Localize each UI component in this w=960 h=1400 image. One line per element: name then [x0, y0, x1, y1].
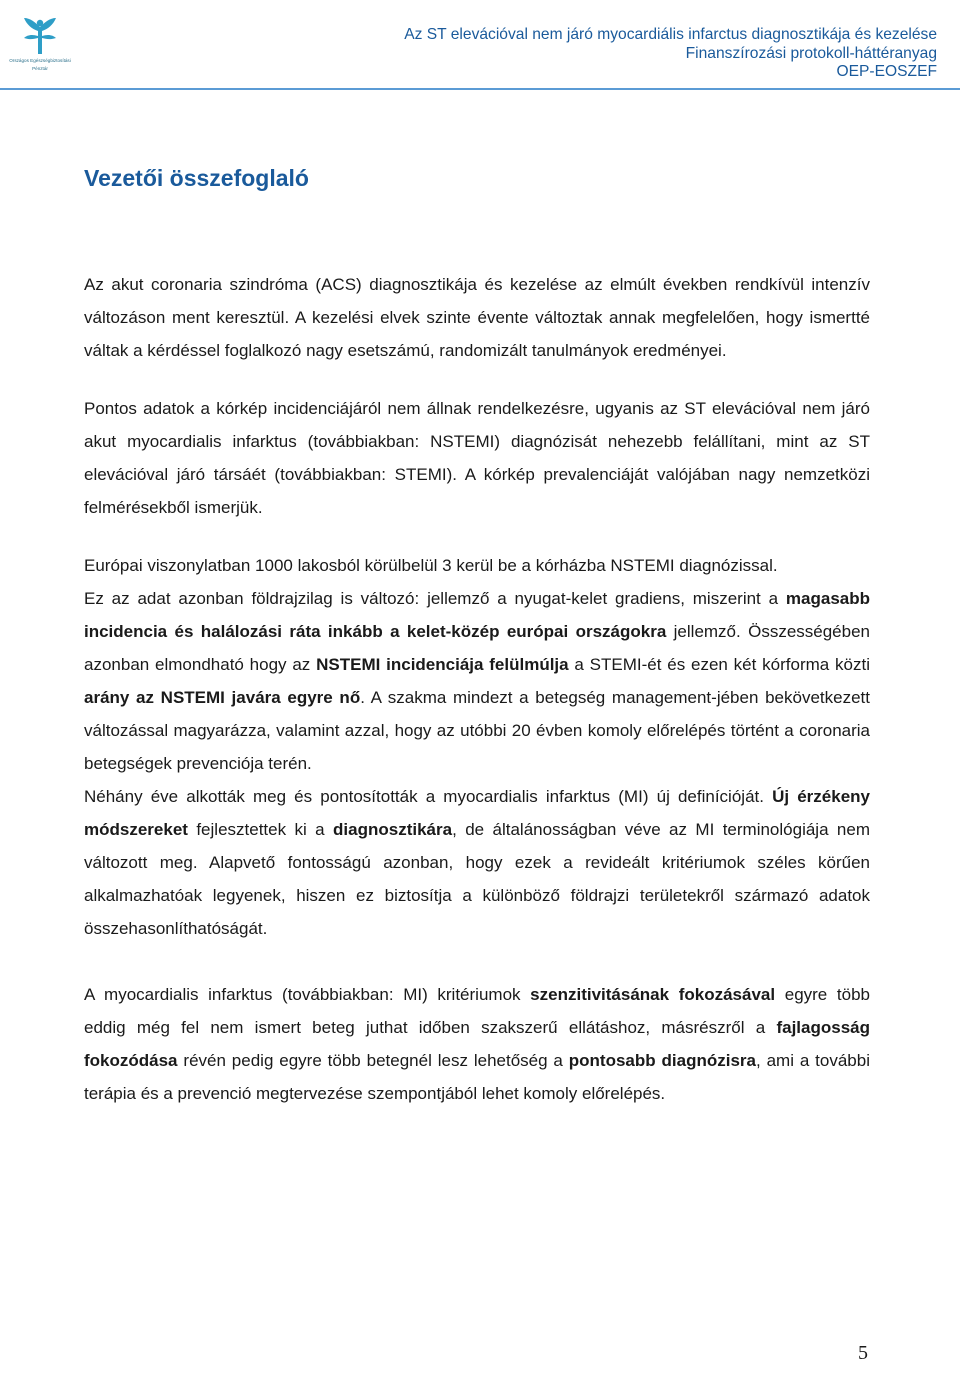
emphasis-text: fajlagosság fokozódása: [84, 1018, 870, 1070]
text-span: Ez az adat azonban földrajzilag is változó: jellemző a nyugat-kelet gradiens, miszerint a: [84, 589, 786, 608]
text-span: a STEMI-ét és ezen két kórforma közti: [568, 655, 870, 674]
emphasis-text: diagnosztikára: [333, 820, 453, 839]
emphasis-text: arány az NSTEMI javára egyre nő: [84, 688, 361, 707]
text-span: , ami a további terápia és a prevenció megtervezése szempontjából lehet komoly előrelépés.: [84, 1051, 870, 1103]
paragraph-incidence: Pontos adatok a kórkép incidenciájáról nem állnak rendelkezésre, ugyanis az ST elevációval nem járó akut myocardialis infarktus (továbbiakban: NSTEMI) diagnózisát nehezebb felállítani, mint az ST elevációval járó társáét (továbbiakban: STEMI). A kórkép prevalenciáját valójában nagy nemzetközi felmérésekből ismerjük.: [84, 399, 870, 517]
header-divider: [0, 88, 960, 90]
paragraph-gradient: [84, 582, 870, 780]
text-span: egyre több eddig még fel nem ismert beteg juthat időben szakszerű ellátáshoz, másrészről a: [84, 985, 870, 1037]
text-span: révén pedig egyre több betegnél lesz lehetőség a: [177, 1051, 569, 1070]
header-document-type: Finanszírozási protokoll-háttéranyag: [685, 44, 937, 62]
section-title: Vezetői összefoglaló: [84, 165, 309, 191]
page-number: 5: [858, 1342, 868, 1364]
paragraph-definition: [84, 780, 870, 945]
emphasis-text: NSTEMI incidenciája felülmúlja: [316, 655, 569, 674]
logo-text-line1: Országos Egészségbiztosítási: [9, 58, 71, 63]
running-header: [404, 26, 937, 82]
text-span: Néhány éve alkották meg és pontosították a myocardialis infarktus (MI) új definícióját.: [84, 787, 773, 806]
paragraph-european-rate: Európai viszonylatban 1000 lakosból körülbelül 3 kerül be a kórházba NSTEMI diagnózissal.: [84, 556, 778, 575]
logo-text-line2: Pénztár: [32, 65, 48, 71]
emphasis-text: szenzitivitásának fokozásával: [530, 985, 776, 1004]
paragraph-intro: Az akut coronaria szindróma (ACS) diagnosztikája és kezelése az elmúlt években rendkívül intenzív változáson ment keresztül. A kezelési elvek szinte évente változtak annak megfelelően, hogy ismertté váltak a kérdéssel foglalkozó nagy esetszámú, randomizált tanulmányok eredményei.: [84, 275, 870, 360]
text-span: A myocardialis infarktus (továbbiakban: MI) kritériumok: [84, 985, 531, 1004]
paragraph-criteria: [84, 978, 870, 1110]
emphasis-text: pontosabb diagnózisra: [568, 1051, 756, 1070]
text-span: . A szakma mindezt a betegség management-jében bekövetkezett változással magyarázza, valamint azzal, hogy az utóbbi 20 évben komoly előrelépés történt a coronaria betegségek prevenciója terén.: [84, 688, 870, 773]
emphasis-text: magasabb incidencia és halálozási ráta inkább a kelet-közép európai országokra: [84, 589, 870, 641]
document-body: [84, 268, 870, 1110]
text-span: fejlesztettek ki a: [187, 820, 334, 839]
oep-emblem-icon: [20, 14, 60, 56]
header-document-title: Az ST elevációval nem járó myocardiális infarctus diagnosztikája és kezelése: [404, 26, 937, 43]
emphasis-text: Új érzékeny módszereket: [84, 787, 870, 839]
text-span: jellemző. Összességében azonban elmondható hogy az: [84, 622, 870, 674]
header-organization: OEP-EOSZEF: [836, 63, 937, 80]
text-span: , de általánosságban véve az MI terminológiája nem változott meg. Alapvető fontosságú azonban, hogy ezek a revideált kritériumok széles körűen alkalmazhatóak legyenek, hiszen ez biztosítja a különböző földrajzi területekről származó adatok összehasonlíthatóságát.: [84, 820, 871, 938]
institution-logo: [8, 14, 72, 71]
